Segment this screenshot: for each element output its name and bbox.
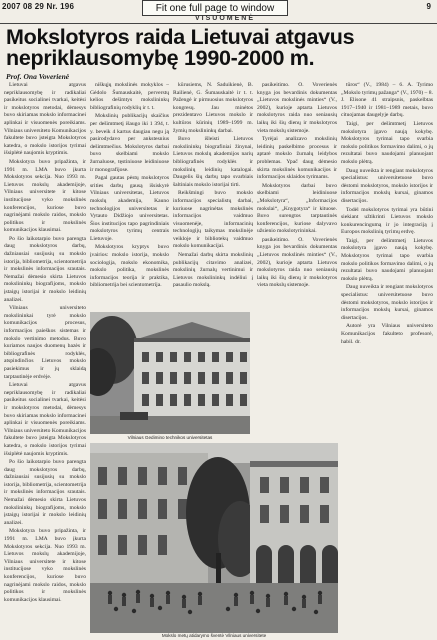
paragraph: Po šio laikotarpio buvo parengta daug mokslotyros darbų, dažniausiai susijusių su mokslo istorija, bibliometrija, scientometrija ir mokslinės informacijos srautais. Nemažai dėmesio skirta Lietuvos mokslininkų biografijoms, mokslo įstaigų istorijai ir mokslo leidinių analizei. [4, 459, 86, 526]
dateline: 2007 08 29 Nr. 196 [2, 2, 75, 11]
photo-caption: Vilniaus Gedimino technikos universitetas [127, 435, 213, 440]
article-author: Prof. Ona Voverienė [6, 72, 70, 81]
paragraph: Mokslotyros kryptys buvo įvairios: mokslo istorija, mokslo sociologija, mokslo ekonomika, mokslo politika, mokslinės informacijos teorija ir praktika, bibliometrija bei scientometrija. [90, 244, 169, 289]
paragraph: Tyrėjai analizavo mokslinių leidinių paskelbimo procesus ir aptarė mokslo žurnalų leidybos problemas. Ypač daug dėmesio skirta mokslinės komunikacijos ir informacijos sklaidos tyrimams. [257, 136, 337, 181]
paragraph: Mokslinių publikacijų skaičius per dešimtmetį išaugo iki 1 394, t. y. beveik 4 kartus daugiau negu ją pasirodydavo per ankstesnius dešimtmečius. Mokslotyros darbai buvo skelbiami mokslo žurnaluose, tęstiniuose leidiniuose ir monografijose. [90, 113, 169, 173]
article-column-3 [173, 82, 253, 310]
paragraph: Reikšmingi buvo mokslo informacijos specialistų darbai, kuriuose nagrinėtas mokslinės informacijos vaidmuo visuomenėje, informacinių technologijų taikymas mokslinėje veikloje ir bibliotekų vaidmuo mokslo komunikacijai. [173, 190, 253, 250]
paragraph: Vilniaus universiteto mokslininkai tyrė mokslo komunikacijos procesus, informacijos paieškos sistemas ir mokslo vertinimo metodus. Buvo kuriamos naujos duomenų bazės ir bibliografinės rodyklės, atspindinčios Lietuvos mokslo pasiekimus ir jų sklaidą tarptautinėje erdvėje. [4, 305, 86, 380]
paragraph: Todėl mokslotyros tyrimai yra būtini siekiant užtikrinti Lietuvos mokslo konkurencingumą ir jo integraciją į Europos mokslinių tyrimų erdvę. [341, 206, 433, 236]
paragraph: Daug nuveikta ir rengiant mokslotyros specialistus: universitetuose buvo dėstomi mokslotyros, mokslo istorijos ir informacijos mokslų kursai, ginamos disertacijos. [341, 167, 433, 204]
paragraph: Taigi, per dešimtmetį Lietuvos mokslotyra įgavo naują kokybę. Mokslotyros tyrimai tapo svarbia mokslo politikos formavimo dalimi, o jų rezultatai buvo naudojami planuojant mokslo plėtrą. [341, 237, 433, 282]
article-column-4 [257, 82, 337, 310]
paragraph: Mokslotyra buvo pripažinta, ir 1991 m. LMA buvo įkurta Mokslotyros sekcija. Nuo 1993 m. Lietuvos mokslų akademijoje, Vilniaus universitete ir kitose institucijose vyko mokslinės konferencijos, kuriose buvo nagrinėjami mokslo raidos, mokslo politikos ir mokslinės komunikacijos klausimai. [4, 528, 86, 603]
paragraph: kūrusiems, N. Šaduikienė, B. Railienė, G. Šumauskaitė ir t. t. Pažengė ir pirmuosius mokslotyros kongresų. Jau minėtos prezidentavo Lietuvos mokslo ir kultūros kūrinių 1989–1999 m. žymių mokslininkų darbai. [173, 82, 253, 134]
paragraph: Taigi, per dešimtmetį Lietuvos mokslotyra įgavo naują kokybę. Mokslotyros tyrimai tapo svarbia mokslo politikos formavimo dalimi, o jų rezultatai buvo naudojami planuojant mokslo plėtrą. [341, 120, 433, 165]
paragraph: Po šio laikotarpio buvo parengta daug mokslotyros darbų, dažniausiai susijusių su mokslo istorija, bibliometrija, scientometrija ir mokslinės informacijos srautais. Nemažai dėmesio skirta Lietuvos mokslininkų biografijoms, mokslo įstaigų istorijai ir mokslo leidinių analizei. [4, 235, 86, 303]
paragraph: pasikeitimo. O. Voverienės knyga jos bevardinis dokumentas „Lietuvos mokslinės minties“ (V., 2002), kurioje aptarta Lietuvos mokslotyros raida nuo seniausių laikų iki šių dienų ir mokslotyros vieta mokslų sistemoje. [257, 236, 337, 289]
article-column-5 [341, 82, 433, 636]
paragraph: Pagal gautas pėstų mokslotyros srities darbų gausą išsiskyrė Vilniaus universitetas, Lietuvos mokslų akademija, Kauno technologijos universitetas ir Vytauto Didžiojo universitetas. Šios institucijos tapo pagrindiniais mokslotyros tyrimų centrais Lietuvoje. [90, 175, 169, 242]
paragraph: Daug nuveikta ir rengiant mokslotyros specialistus: universitetuose buvo dėstomi mokslotyros, mokslo istorijos ir informacijos mokslų kursai, ginamos disertacijos. [341, 284, 433, 321]
university-building-photo [90, 312, 250, 434]
paragraph: Autorė yra Vilniaus universiteto Komunikacijos fakulteto profesorė, habil. dr. [341, 323, 433, 345]
paragraph: pasikeitimo. O. Voverienės knyga jos bevardinis dokumentas „Lietuvos mokslinės minties“ (V., 2002), kurioje aptarta Lietuvos mokslotyros raida nuo seniausių laikų iki šių dienų ir mokslotyros vieta mokslų sistemoje. [257, 82, 337, 134]
article-title: Mokslotyros raida Lietuvai atgavus nepriklausomybę 1990-2000 m. [6, 25, 355, 70]
article-column-1 [4, 82, 86, 636]
paragraph: Mokslotyros darbai buvo skelbiami leidiniuose „Mokslotyra“, „Informacijos mokslai“, „Knygotyra“ ir kituose. Buvo surengtos tarptautinės konferencijos, kuriose dalyvavo užsienio mokslotyrininkai. [257, 182, 337, 235]
page-number: 9 [426, 2, 431, 11]
fit-page-button[interactable]: Fit one full page to window [142, 0, 288, 16]
photo-caption: Mokslo metų atidarymo šventė Vilniaus universitete [161, 633, 267, 638]
paragraph: Nemažai darbų skirta mokslinių publikacijų citavimo analizei, mokslinių žurnalų vertinimui ir Lietuvos mokslininkų indėliui į pasaulio mokslą. [173, 252, 253, 289]
paragraph: Mokslotyra buvo pripažinta, ir 1991 m. LMA buvo įkurta Mokslotyros sekcija. Nuo 1993 m. Lietuvos mokslų akademijoje, Vilniaus universitete ir kitose institucijose vyko mokslinės konferencijos, kuriose buvo nagrinėjami mokslo raidos, mokslo politikos ir mokslinės komunikacijos klausimai. [4, 158, 86, 234]
article-column-2 [90, 82, 169, 310]
paragraph: Lietuvai atgavus nepriklausomybę ir radikaliai pasikeitus socialinei tvarkai, keitėsi ir mokslotyros metodai, dėmesys buvo skiriamas mokslo informacinei aplinkai ir visuomenės poreikiams. Vilniaus universiteto Komunikacijos fakultete buvo įsteigta Mokslotyros katedra, o mokslo istorijos tyrimai išsiplėtė naujomis kryptimis. [4, 382, 86, 457]
paragraph: niškųjų mokslinės mokyklos – Gėdolo Šumauskaitė, perverstų kelios dešimtys mokslininkų bibliografinių rodyklių ir t. t. [90, 82, 169, 111]
paragraph: tūros“ (V., 1984) – 6. A. Tyrimo „Mokslo tyrimų pažanga“ (V., 1970) – 8. J. Elisone 41 straipsnis, paskelbtas 1917–1940 ir 1981–1989 metais, buvo cituojamas daugelyje darbų. [341, 82, 433, 119]
ceremony-photo [90, 443, 338, 633]
paragraph: Lietuvai atgavus nepriklausomybę ir radikaliai pasikeitus socialinei tvarkai, keitėsi ir mokslotyros metodai, dėmesys buvo skiriamas mokslo informacinei aplinkai ir visuomenės poreikiams. Vilniaus universiteto Komunikacijos fakultete buvo įsteigta Mokslotyros katedra, o mokslo istorijos tyrimai išsiplėtė naujomis kryptimis. [4, 82, 86, 157]
header-rule [0, 23, 437, 24]
section-masthead: VISUOMENĖ [194, 15, 255, 22]
paragraph: Buvo išleisti Lietuvos mokslininkų biografiniai žinynai, Lietuvos mokslų akademijos narių bibliografinės rodyklės ir mokslinių leidinių katalogai. Daugelis šių darbų tapo svarbiais šaltiniais mokslo istorijai tirti. [173, 136, 253, 188]
